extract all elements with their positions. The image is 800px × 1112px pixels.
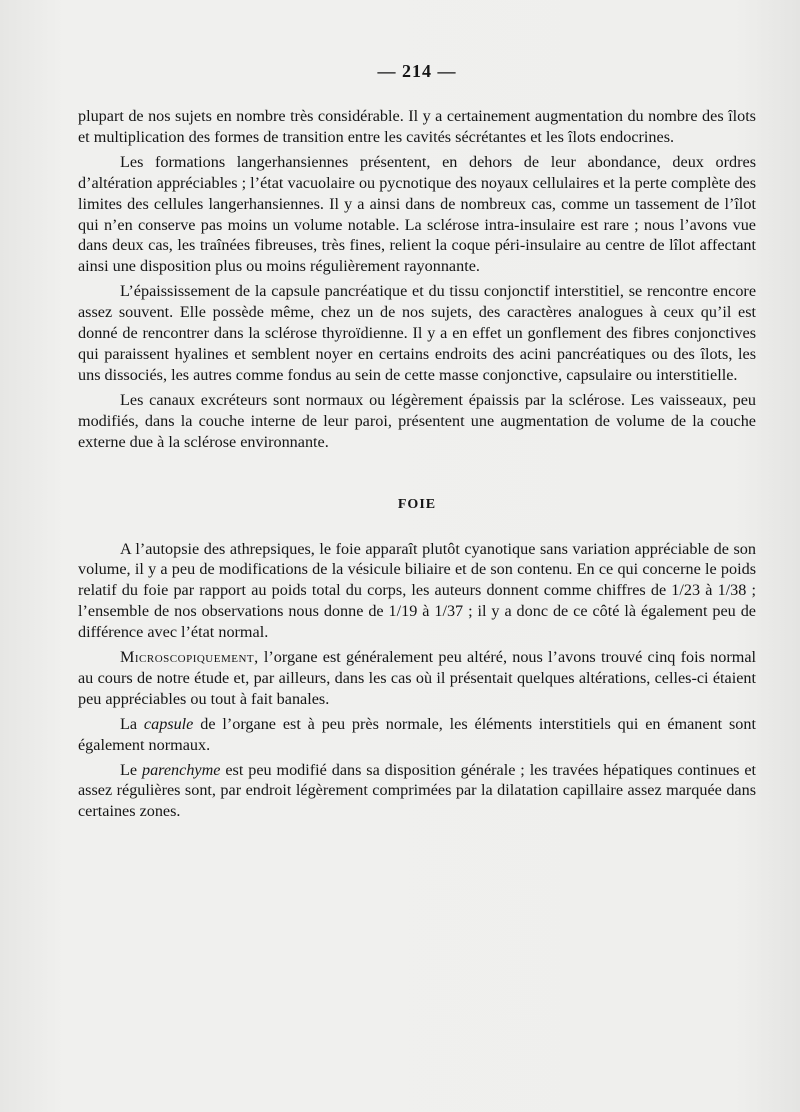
paragraph: [78, 714, 756, 756]
paragraph-text: l’organe est généralement peu altéré, nous l’avons trouvé cinq fois normal au cours de notre étude et, par ailleurs, dans les cas où il présentait quelques altérations, celles-ci étaient peu appréciables ou tout à fait banales.: [78, 648, 756, 708]
italic-term: parenchyme: [141, 760, 221, 779]
italic-term: capsule: [143, 714, 194, 733]
paragraph: [78, 760, 756, 823]
paragraph: [78, 647, 756, 710]
paragraph: L’épaississement de la capsule pancréatique et du tissu conjonctif interstitiel, se rencontre encore assez souvent. Elle possède même, chez un de nos sujets, des caractères analogues à ceux qu’il est donné de rencontrer dans la sclérose thyroïdienne. Il y a en effet un gonflement des fibres conjonctives qui paraissent hyalines et semblent noyer en certains endroits des acini pancréatiques ou des îlots, les uns dissociés, les autres comme fondus au sein de cette masse conjonctive, capsulaire ou interstitielle.: [78, 282, 756, 384]
paragraph: plupart de nos sujets en nombre très considérable. Il y a certainement augmentation du nombre des îlots et multiplication des formes de transition entre les cavités sécrétantes et les îlots endocrines.: [78, 107, 756, 146]
paragraph-text: de l’organe est à peu près normale, les éléments interstitiels qui en émanent sont également normaux.: [78, 714, 756, 754]
paragraph: Les canaux excréteurs sont normaux ou légèrement épaissis par la sclérose. Les vaisseaux, peu modifiés, dans la couche interne de leur paroi, présentent une augmentation de volume de la couche externe due à la sclérose environnante.: [78, 390, 756, 451]
small-caps-lead: Microscopiquement,: [120, 648, 259, 667]
paragraph: Les formations langerhansiennes présentent, en dehors de leur abondance, deux ordres d’altération appréciables ; l’état vacuolaire ou pycnotique des noyaux cellulaires et la perte complète des limites des cellules langerhansiennes. Il y a ainsi dans de nombreux cas, comme un tassement de l’îlot qui n’en conserve pas moins un volume notable. La sclérose intra-insulaire est rare ; nous l’avons vue dans deux cas, les traînées fibreuses, très fines, relient la coque péri-insulaire au centre de lîlot affectant ainsi une disposition plus ou moins régulièrement rayonnante.: [78, 152, 756, 276]
page-content: [78, 58, 756, 822]
paragraph: A l’autopsie des athrepsiques, le foie apparaît plutôt cyanotique sans variation appréciable de son volume, il y a peu de modifications de la vésicule biliaire et de son contenu. En ce qui concerne le poids relatif du foie par rapport au poids total du corps, les auteurs donnent comme chiffres de 1/23 à 1/38 ; l’ensemble de nos observations nous donne de 1/19 à 1/37 ; il y a donc de ce côté là également peu de différence avec l’état normal.: [78, 539, 756, 642]
paragraph-text: La: [120, 714, 144, 733]
paragraph-text: Le: [120, 760, 142, 779]
page-number: — 214 —: [377, 61, 457, 81]
section-heading: FOIE: [397, 496, 437, 512]
paragraph-text: est peu modifié dans sa disposition générale ; les travées hépatiques continues et assez régulières sont, par endroit légèrement comprimées par la dilatation capillaire assez marquée dans certaines zones.: [78, 760, 756, 821]
